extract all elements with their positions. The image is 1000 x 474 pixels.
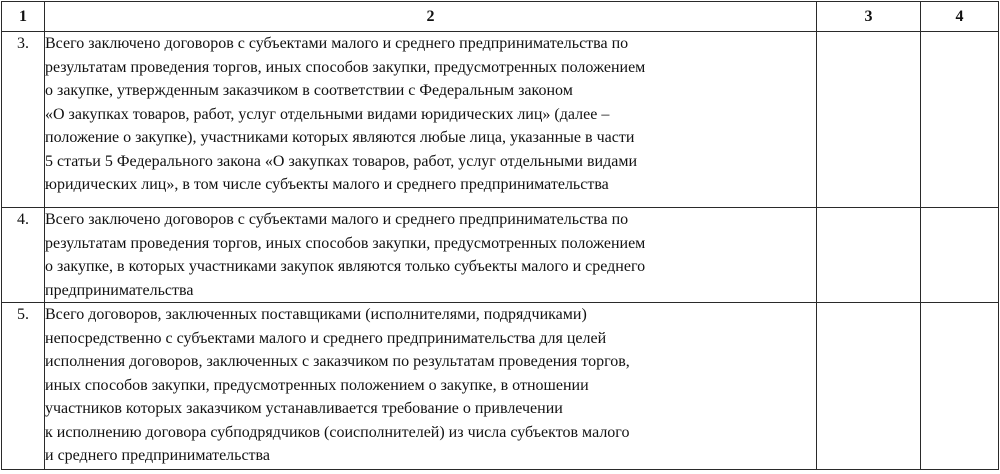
row-description (45, 303, 817, 470)
header-row (2, 2, 999, 32)
table-row (2, 208, 999, 303)
header-col-1: 1 (2, 2, 45, 32)
description-line: к исполнению договора субподрядчиков (соисполнителей) из числа субъектов малого (45, 423, 630, 441)
value-cell-col-3 (817, 32, 921, 208)
description-line: иных способов закупки, предусмотренных положением о закупке, в отношении (45, 376, 589, 394)
description-line: и среднего предпринимательства (45, 447, 270, 464)
value-cell-col-4 (921, 32, 999, 208)
value-cell-col-3 (817, 303, 921, 470)
row-description (45, 208, 817, 303)
value-cell-col-4 (921, 303, 999, 470)
row-number: 4. (2, 208, 45, 303)
description-line: «О закупках товаров, работ, услуг отдельными видами юридических лиц» (далее – (45, 105, 610, 123)
description-line: юридических лиц», в том числе субъекты малого и среднего предпринимательства (45, 176, 609, 193)
description-line: участников которых заказчиком устанавливается требование о привлечении (45, 400, 563, 417)
description-line: Всего заключено договоров с субъектами малого и среднего предпринимательства по (45, 211, 629, 228)
description-line: положение о закупке), участниками которых являются любые лица, указанные в части (45, 129, 635, 146)
value-cell-col-3 (817, 208, 921, 303)
description-line: Всего договоров, заключенных поставщиками (исполнителями, подрядчиками) (45, 306, 587, 323)
header-col-4: 4 (921, 2, 999, 32)
table-row (2, 32, 999, 208)
description-line: 5 статьи 5 Федерального закона «О закупках товаров, работ, услуг отдельными видами (45, 152, 638, 170)
row-number: 5. (2, 303, 45, 470)
row-number: 3. (2, 32, 45, 208)
description-line: о закупке, в которых участниками закупок являются только субъекты малого и среднего (45, 258, 646, 275)
value-cell-col-4 (921, 208, 999, 303)
row-description (45, 32, 817, 208)
description-line: Всего заключено договоров с субъектами малого и среднего предпринимательства по (45, 35, 629, 52)
description-line: предпринимательства (45, 281, 194, 299)
header-col-3: 3 (817, 2, 921, 32)
description-line: результатам проведения торгов, иных способов закупки, предусмотренных положением (45, 234, 646, 252)
description-line: непосредственно с субъектами малого и среднего предпринимательства для целей (45, 329, 607, 347)
header-col-2: 2 (45, 2, 817, 32)
description-line: о закупке, утвержденным заказчиком в соответствии с Федеральным законом (45, 82, 573, 99)
table-row (2, 303, 999, 470)
description-line: исполнения договоров, заключенных с заказчиком по результатам проведения торгов, (45, 353, 630, 370)
report-table (1, 1, 999, 470)
description-line: результатам проведения торгов, иных способов закупки, предусмотренных положением (45, 58, 646, 76)
